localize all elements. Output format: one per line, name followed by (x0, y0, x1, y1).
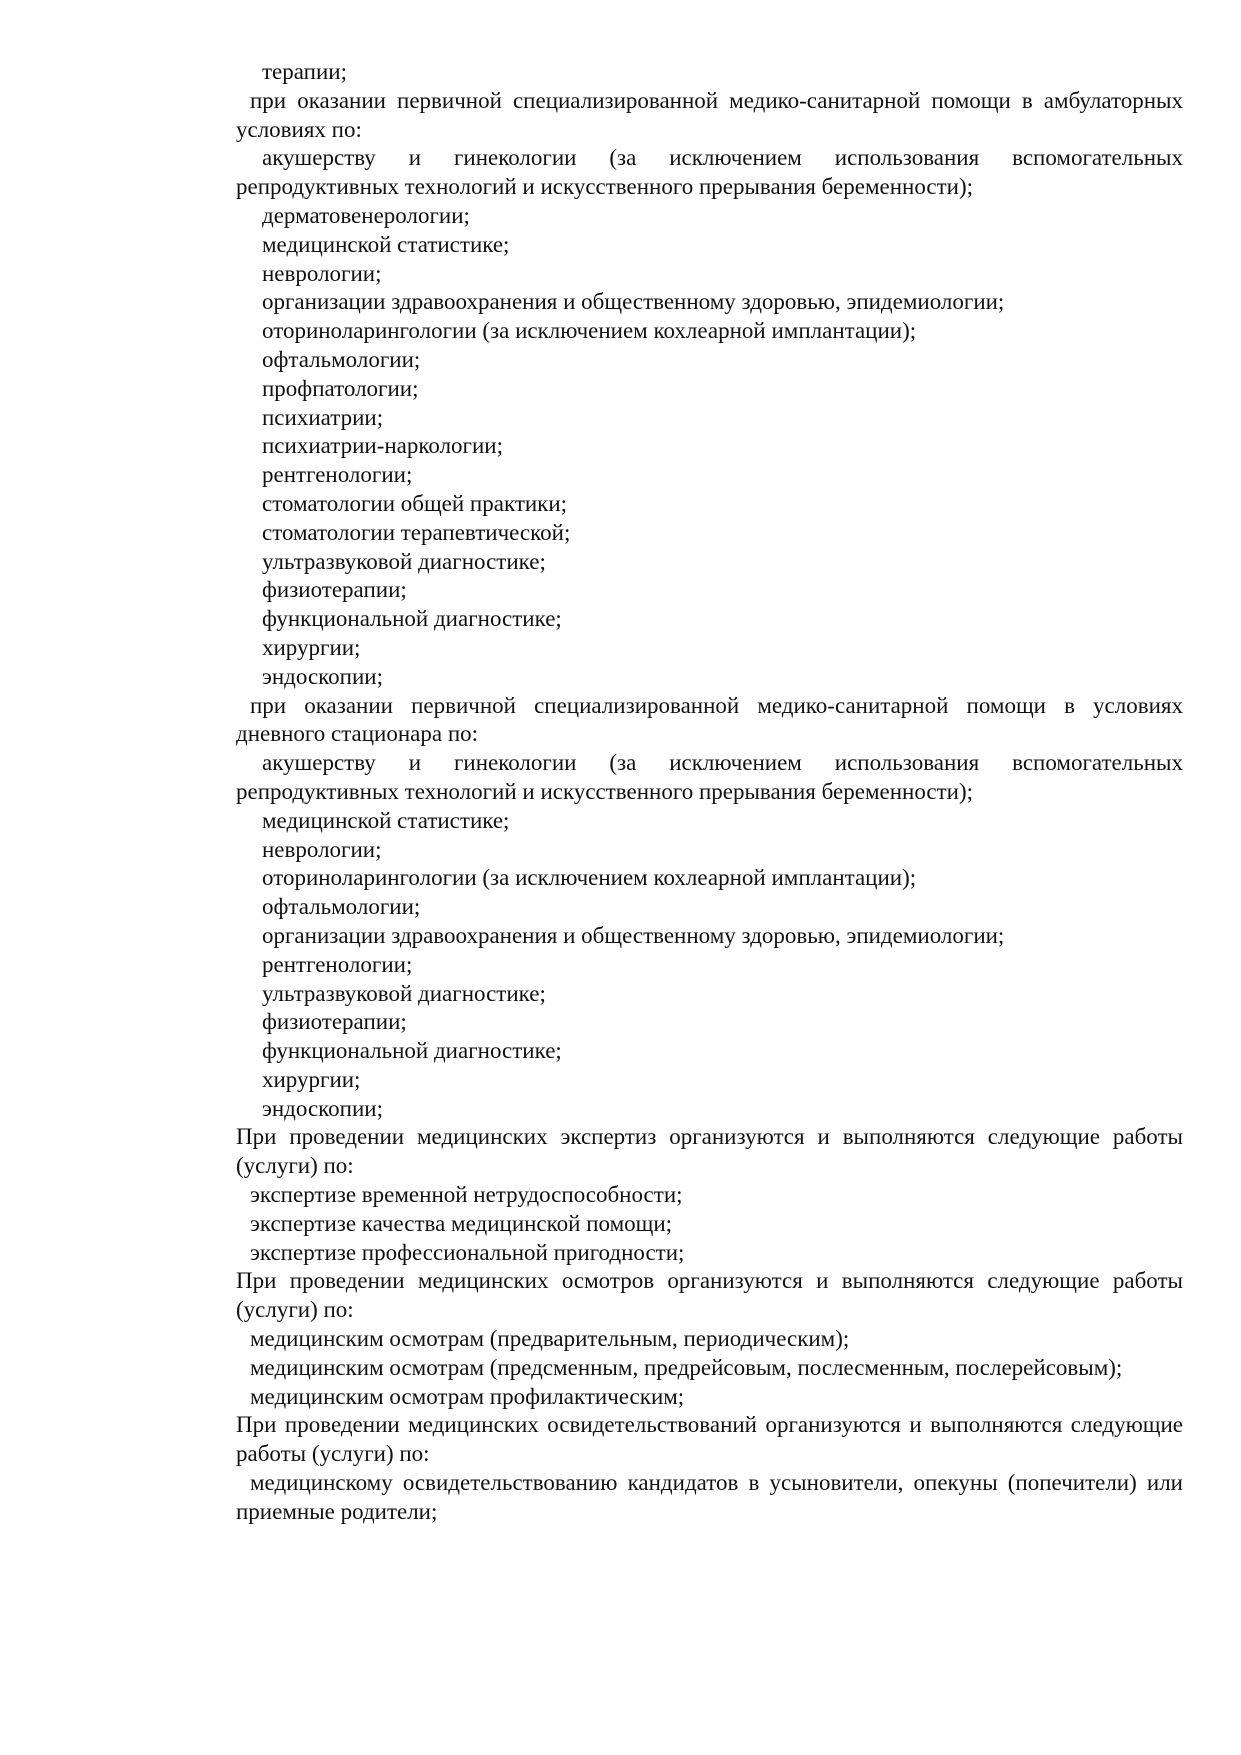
paragraph: рентгенологии; (262, 462, 413, 488)
paragraph: акушерству и гинекологии (за исключением использования вспомогательных репродуктивных технологий и искусственного прерывания беременности); (236, 145, 1183, 200)
paragraph: функциональной диагностике; (262, 1038, 562, 1064)
paragraph: хирургии; (262, 1066, 361, 1092)
paragraph: при оказании первичной специализированной медико-санитарной помощи в амбулаторных условиях по: (236, 87, 1183, 142)
paragraph: медицинским осмотрам (предсменным, предрейсовым, послесменным, послерейсовым); (250, 1354, 1123, 1380)
paragraph: ультразвуковой диагностике; (262, 980, 546, 1006)
paragraph: физиотерапии; (262, 1009, 407, 1035)
paragraph: стоматологии общей практики; (262, 490, 568, 516)
paragraph: оториноларингологии (за исключением кохлеарной имплантации); (262, 865, 917, 891)
paragraph: экспертизе профессиональной пригодности; (250, 1239, 685, 1265)
paragraph: медицинской статистике; (262, 807, 510, 833)
paragraph: психиатрии-наркологии; (262, 433, 503, 459)
paragraph: экспертизе временной нетрудоспособности; (250, 1182, 683, 1208)
paragraph: экспертизе качества медицинской помощи; (250, 1210, 673, 1236)
paragraph: организации здравоохранения и общественному здоровью, эпидемиологии; (262, 289, 1005, 315)
paragraph: неврологии; (262, 260, 382, 286)
paragraph: неврологии; (262, 836, 382, 862)
paragraph: медицинскому освидетельствованию кандидатов в усыновители, опекуны (попечители) или приемные родители; (236, 1470, 1183, 1524)
paragraph: акушерству и гинекологии (за исключением использования вспомогательных репродуктивных технологий и искусственного прерывания беременности); (236, 750, 1183, 804)
paragraph: При проведении медицинских осмотров организуются и выполняются следующие работы (услуги) по: (236, 1268, 1183, 1323)
paragraph: медицинским осмотрам (предварительным, периодическим); (250, 1326, 850, 1352)
paragraph: стоматологии терапевтической; (262, 519, 571, 545)
paragraph: организации здравоохранения и общественному здоровью, эпидемиологии; (262, 922, 1005, 948)
document-page (236, 58, 1183, 1527)
paragraph: медицинским осмотрам профилактическим; (250, 1383, 685, 1409)
paragraph: психиатрии; (262, 404, 384, 430)
paragraph: офтальмологии; (262, 894, 421, 920)
paragraph: при оказании первичной специализированной медико-санитарной помощи в условиях дневного стационара по: (236, 692, 1183, 747)
paragraph: офтальмологии; (262, 346, 421, 372)
paragraph: эндоскопии; (262, 663, 383, 689)
paragraph: медицинской статистике; (262, 231, 510, 257)
paragraph: ультразвуковой диагностике; (262, 548, 546, 574)
paragraph: терапии; (262, 59, 347, 84)
paragraph: При проведении медицинских экспертиз организуются и выполняются следующие работы (услуги) по: (236, 1124, 1183, 1179)
paragraph: хирургии; (262, 634, 361, 660)
paragraph: эндоскопии; (262, 1095, 383, 1121)
paragraph: рентгенологии; (262, 951, 413, 977)
paragraph: дерматовенерологии; (262, 202, 470, 228)
paragraph: При проведении медицинских освидетельствований организуются и выполняются следующие работы (услуги) по: (236, 1412, 1183, 1467)
paragraph: оториноларингологии (за исключением кохлеарной имплантации); (262, 318, 917, 344)
paragraph: функциональной диагностике; (262, 606, 562, 632)
paragraph: физиотерапии; (262, 577, 407, 603)
paragraph: профпатологии; (262, 375, 419, 401)
